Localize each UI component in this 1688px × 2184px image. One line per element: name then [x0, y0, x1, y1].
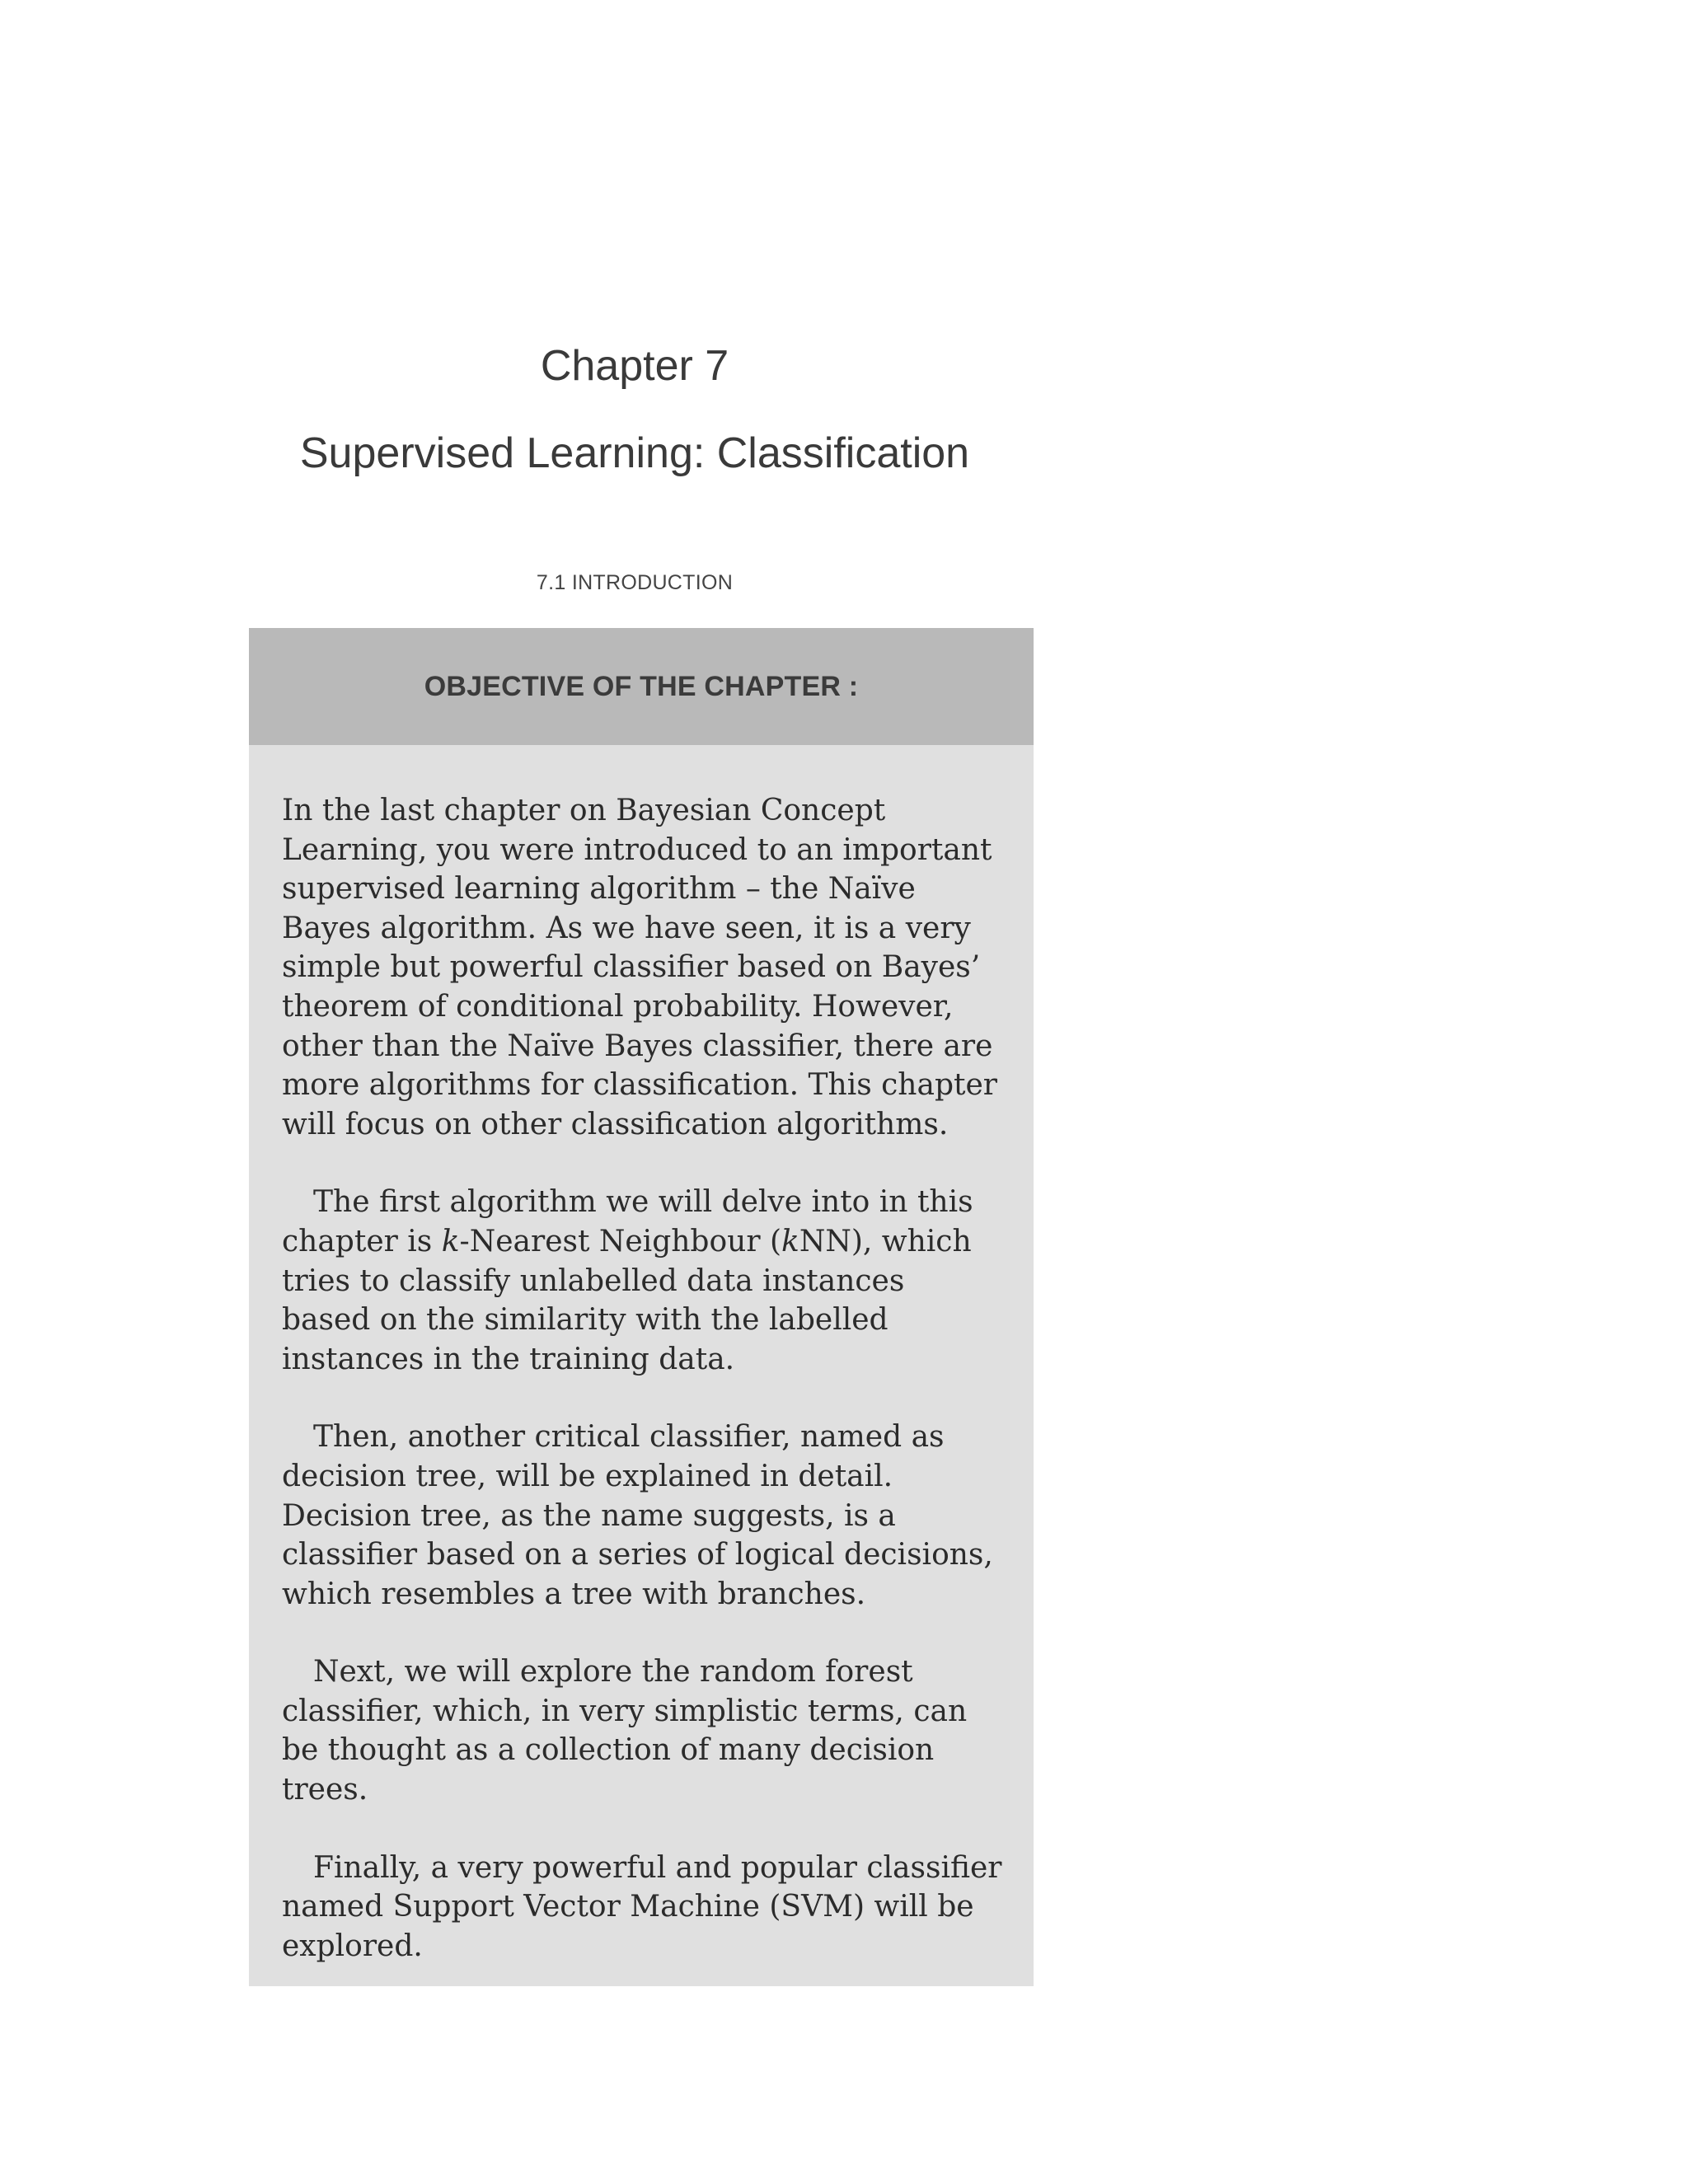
objective-paragraph-intro: In the last chapter on Bayesian Concept Learning, you were introduced to an important supervised learning algorithm – the Naïve Bayes algorithm. As we have seen, it is a very simple but powerful classifier based on Bayes’ theorem of conditional probability. However, other than the Naïve Bayes classifier, there are more algorithms for classification. This chapter will focus on other classification algorithms.	[282, 794, 997, 1141]
chapter-number: Chapter 7	[540, 342, 729, 390]
knn-text-middle: -Nearest Neighbour (	[459, 1224, 782, 1258]
objective-body	[249, 745, 1034, 1966]
objective-paragraph-svm: Finally, a very powerful and popular classifier named Support Vector Machine (SVM) will be explored.	[282, 1850, 1002, 1963]
knn-text-tail: NN), which tries to classify unlabelled data instances based on the similarity with the labelled instances in the training data.	[282, 1224, 972, 1376]
knn-italic-k: k	[441, 1224, 460, 1258]
objective-paragraph-knn	[282, 1183, 1002, 1379]
objective-paragraph-random-forest: Next, we will explore the random forest classifier, which, in very simplistic terms, can be thought as a collection of many decision trees.	[282, 1655, 968, 1807]
chapter-title: Supervised Learning: Classification	[299, 429, 970, 477]
objective-box	[249, 628, 1034, 1986]
section-heading: 7.1 INTRODUCTION	[536, 571, 734, 594]
objective-header: OBJECTIVE OF THE CHAPTER :	[249, 628, 1034, 745]
knn-text-lead: The first algorithm we will delve into in this chapter is	[282, 1185, 973, 1258]
objective-paragraph-decision-tree: Then, another critical classifier, named as decision tree, will be explained in detail. Decision tree, as the name suggests, is a classifier based on a series of logical decisions, which resembles a tree with branches.	[282, 1420, 993, 1611]
knn-italic-k-abbrev: k	[781, 1224, 799, 1258]
